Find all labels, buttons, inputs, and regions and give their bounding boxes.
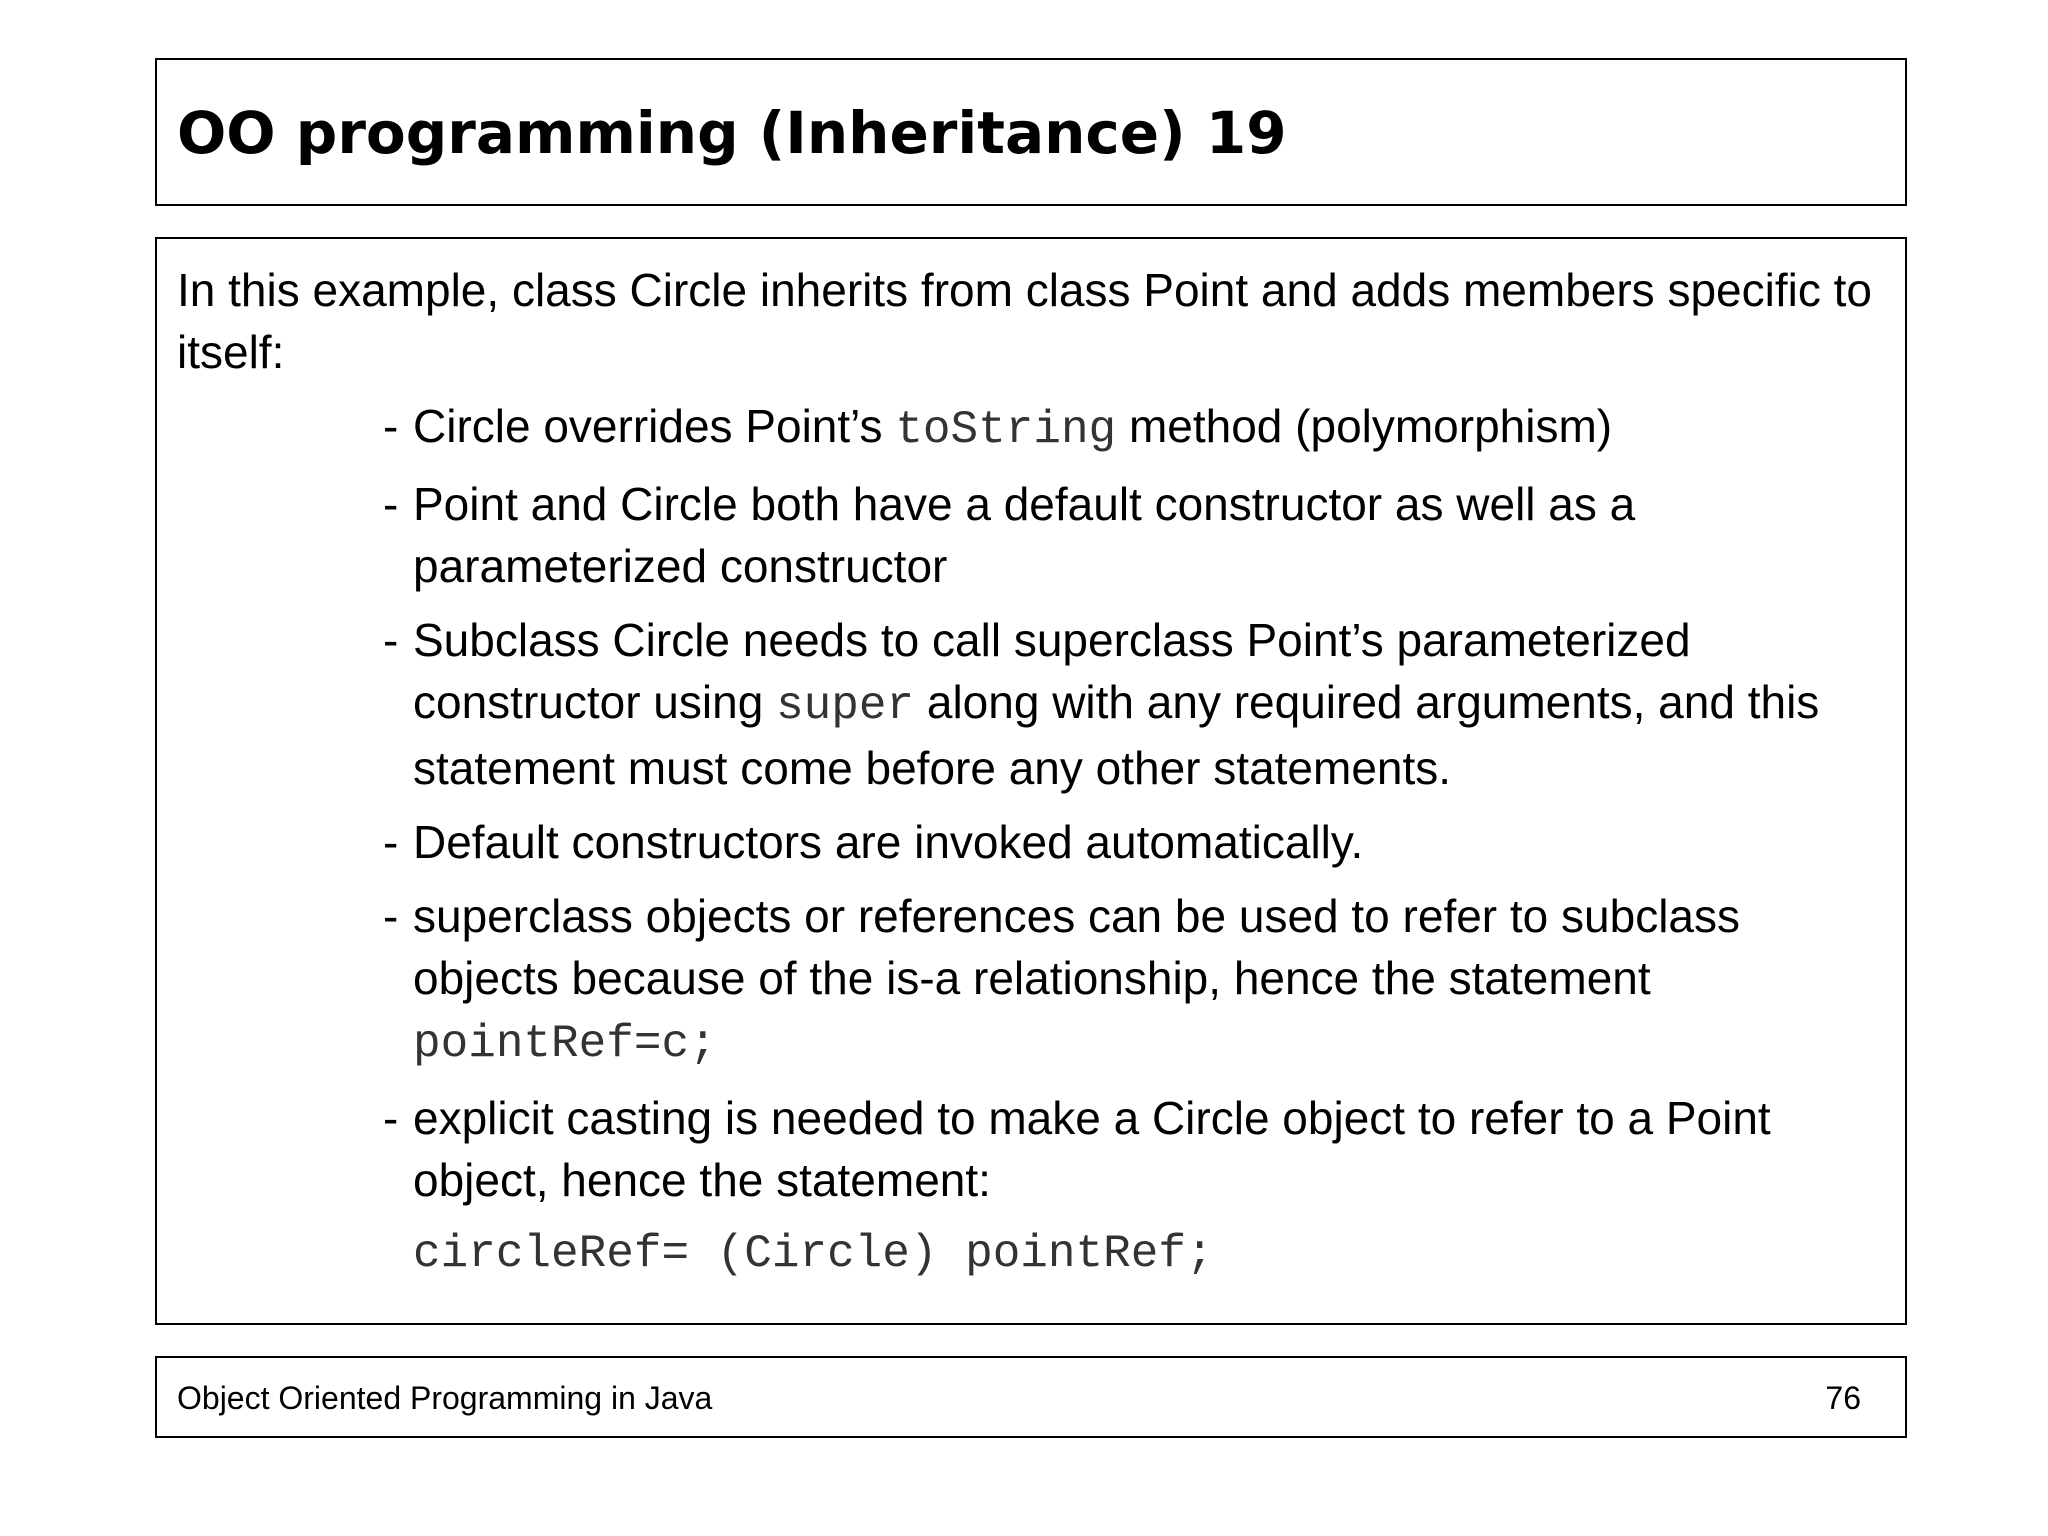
code-pointref: pointRef=c;	[413, 1018, 717, 1070]
bullet-text: along with any required arguments, and this statement must come before any other statements.	[413, 676, 1820, 794]
bullet-dash: -	[383, 400, 399, 452]
footer-box	[155, 1356, 1907, 1438]
bullet-text: superclass objects or references can be used to refer to subclass objects because of the is-a relationship, hence the statement	[413, 890, 1741, 1004]
bullet-text: Circle overrides Point’s	[413, 400, 896, 452]
bullet-override-tostring	[383, 395, 1885, 461]
bullet-dash: -	[383, 816, 399, 868]
bullet-text: method (polymorphism)	[1116, 400, 1613, 452]
footer-course-title: Object Oriented Programming in Java	[177, 1380, 713, 1416]
bullet-is-a-relationship	[383, 885, 1885, 1075]
page-number: 76	[1825, 1380, 1861, 1416]
bullet-super-call	[383, 609, 1885, 799]
bullet-text: Default constructors are invoked automatically.	[413, 816, 1364, 868]
bullet-explicit-casting	[383, 1087, 1885, 1211]
intro-text: In this example, class Circle inherits from class Point and adds members specific to itself:	[177, 264, 1872, 378]
bullet-dash: -	[383, 478, 399, 530]
content-box	[155, 237, 1907, 1325]
bullet-dash: -	[383, 1092, 399, 1144]
bullet-constructors	[383, 473, 1885, 597]
code-tostring: toString	[895, 404, 1117, 456]
bullet-default-constructors	[383, 811, 1885, 873]
title-box	[155, 58, 1907, 206]
bullet-text: explicit casting is needed to make a Circle object to refer to a Point object, hence the statement:	[413, 1092, 1771, 1206]
bullet-text: Subclass Circle needs to call superclass Point’s parameterized constructor using	[413, 614, 1691, 728]
code-super: super	[776, 680, 915, 732]
code-circleref-cast: circleRef= (Circle) pointRef;	[413, 1228, 1214, 1280]
bullet-dash: -	[383, 614, 399, 666]
bullet-text: Point and Circle both have a default constructor as well as a parameterized constructor	[413, 478, 1636, 592]
slide-title: OO programming (Inheritance) 19	[177, 99, 1287, 167]
bullet-dash: -	[383, 890, 399, 942]
slide-content	[177, 259, 1885, 1285]
